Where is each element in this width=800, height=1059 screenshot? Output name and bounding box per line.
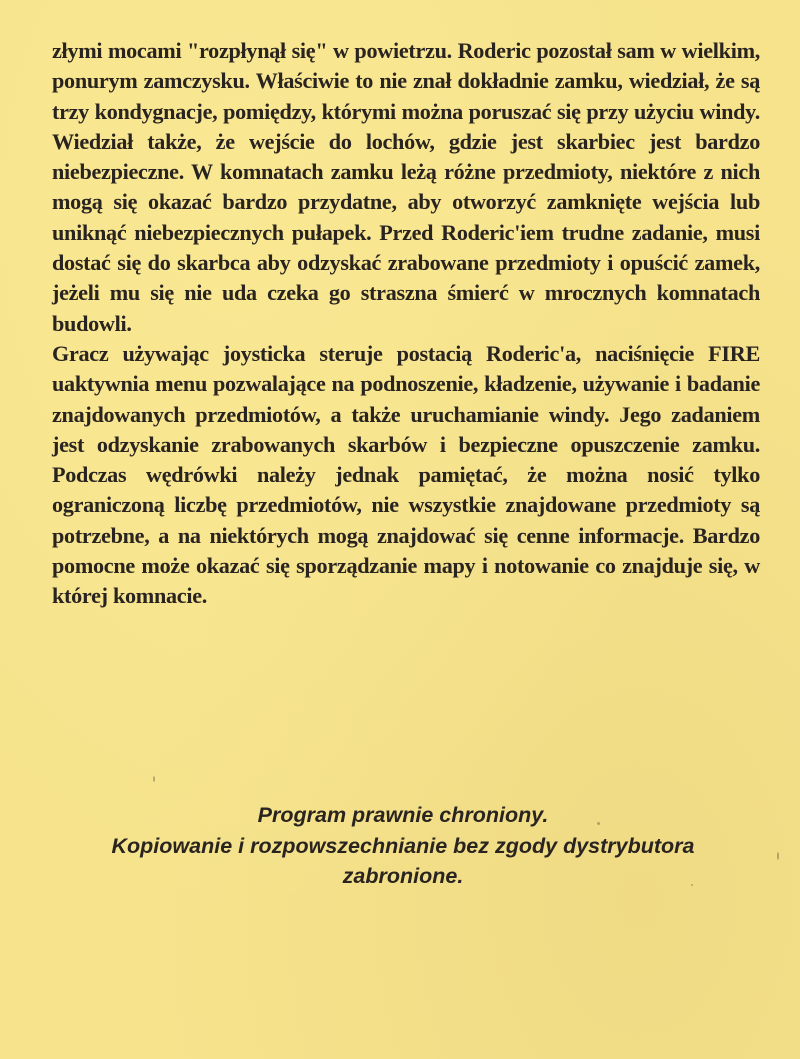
notice-line-1: Program prawnie chroniony. bbox=[257, 803, 549, 827]
paper-speck bbox=[153, 776, 155, 782]
paragraph-gameplay: Gracz używając joysticka steruje postacią Roderic'a, naciśnięcie FIRE uaktywnia menu pozwalające na podnoszenie, kładzenie, używanie i badanie znajdowanych przedmiotów, a także uruchamianie windy. Jego zadaniem jest odzyskanie zrabowanych skarbów i bezpieczne opuszczenie zamku. Podczas wędrówki należy jednak pamiętać, że można nosić tylko ograniczoną liczbę przedmiotów, nie wszystkie znajdowane przedmioty są potrzebne, a na niektórych mogą znajdować się cenne informacje. Bardzo pomocne może okazać się sporządzanie mapy i notowanie co znajduje się, w której komnacie. bbox=[52, 340, 760, 609]
paragraph-story: złymi mocami "rozpłynął się" w powietrzu. Roderic pozostał sam w wielkim, ponurym zamczysku. Właściwie to nie znał dokładnie zamku, wiedział, że są trzy kondygnacje, pomiędzy, którymi można poruszać się przy użyciu windy. Wiedział także, że wejście do lochów, gdzie jest skarbiec jest bardzo niebezpieczne. W komnatach zamku leżą różne przedmioty, niektóre z nich mogą się okazać bardzo przydatne, aby otworzyć zamknięte wejścia lub uniknąć niebezpiecznych pułapek. Przed Roderic'iem trudne zadanie, musi dostać się do skarbca aby odzyskać zrabowane przedmioty i opuścić zamek, jeżeli mu się nie uda czeka go straszna śmierć w mrocznych komnatach budowli. bbox=[52, 38, 760, 336]
paper-speck bbox=[597, 822, 600, 825]
notice-line-2: Kopiowanie i rozpowszechnianie bez zgody dystrybutora bbox=[111, 833, 695, 858]
instructions-text bbox=[52, 36, 760, 612]
copyright-notice bbox=[40, 800, 766, 892]
paper-speck bbox=[691, 884, 693, 886]
paper-speck bbox=[777, 852, 779, 860]
notice-line-3: zabronione. bbox=[342, 864, 464, 888]
